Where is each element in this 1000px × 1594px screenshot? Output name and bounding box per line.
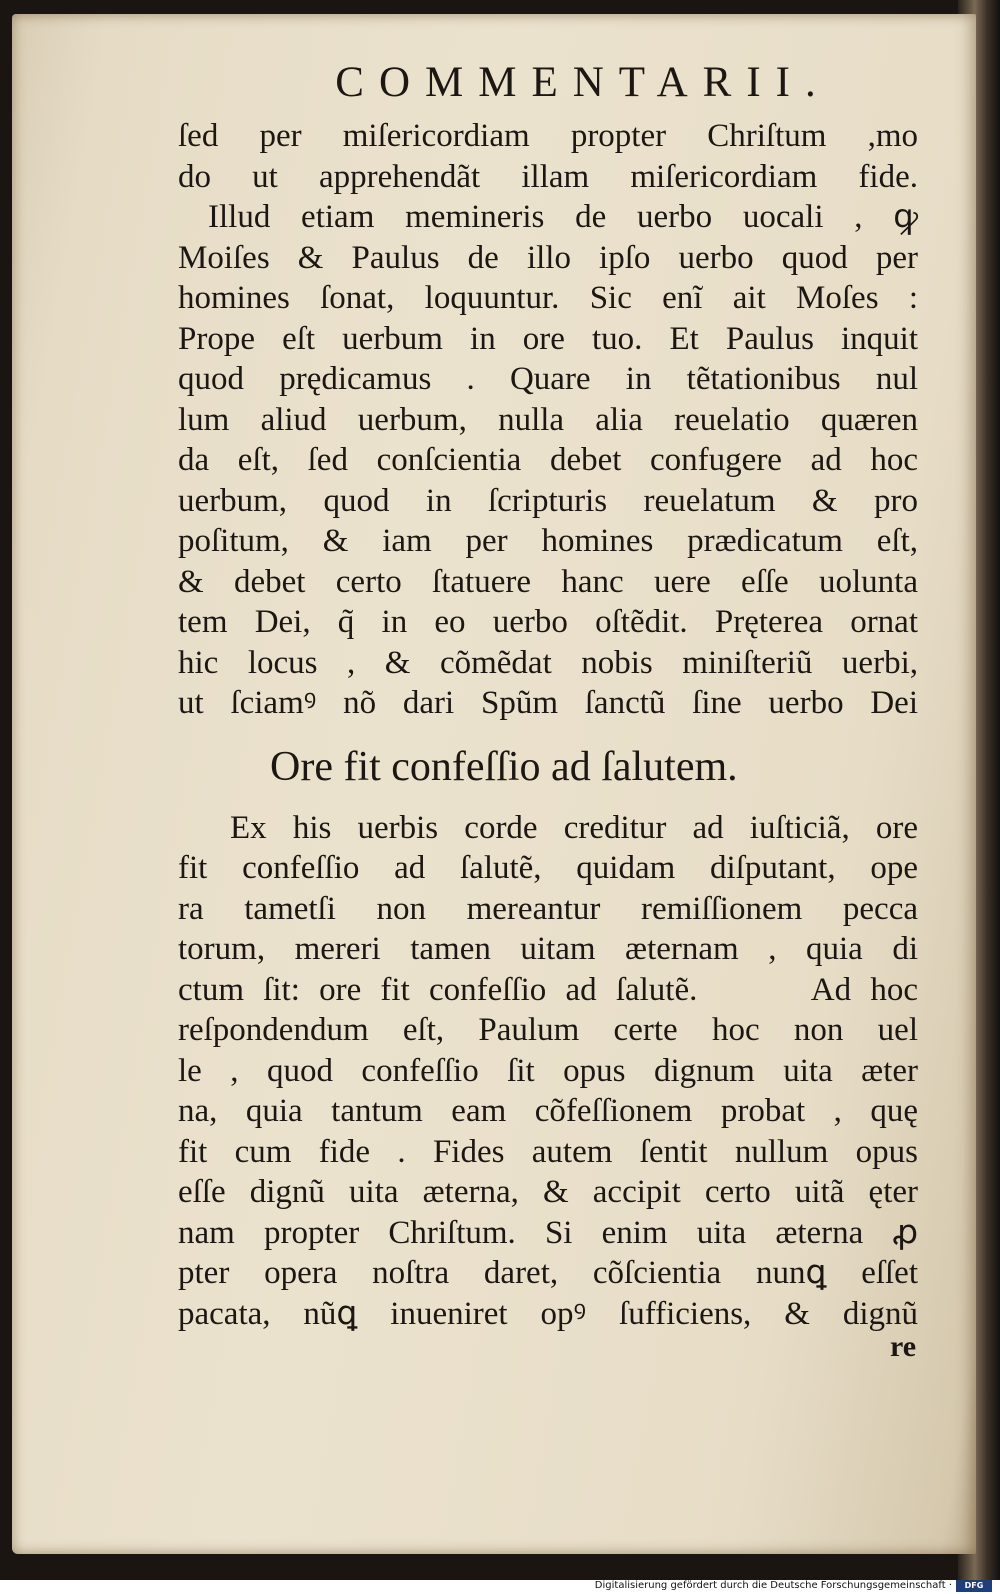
funding-credit: Digitalisierung gefördert durch die Deutsche Forschungsgemeinschaft · — [594, 1580, 952, 1591]
text-line: Prope eſt uerbum in ore tuo. Et Paulus inquit — [178, 320, 918, 357]
text-line: pacata, nũꝗ inueniret opꝰ ſufficiens, & dignũ — [178, 1295, 918, 1332]
text-line: nam propter Chriſtum. Si enim uita æterna ꝓ — [178, 1214, 918, 1251]
text-line: uerbum, quod in ſcripturis reuelatum & pro — [178, 482, 918, 519]
text-line: da eſt, ſed conſcientia debet confugere ad hoc — [178, 442, 918, 478]
text-line: ra tametſi non mereantur remiſſionem pecca — [178, 890, 918, 927]
catchword: re — [890, 1330, 917, 1363]
text-line: Illud etiam memineris de uerbo uocali , ꝙ — [208, 199, 918, 235]
text-line: fit confeſſio ad ſalutẽ, quidam diſputant, ope — [178, 850, 918, 886]
text-line: quod prędicamus . Quare in tẽtationibus nul — [178, 361, 918, 397]
text-line: eſſe dignũ uita æterna, & accipit certo uitã ęter — [178, 1174, 918, 1210]
text-line: Ex his uerbis corde creditur ad iuſticiã, ore — [230, 809, 918, 846]
text-line: pter opera noſtra daret, cõſcientia nunꝗ eſſet — [178, 1255, 918, 1291]
text-line: reſpondendum eſt, Paulum certe hoc non uel — [178, 1012, 918, 1048]
text-line: torum, mereri tamen uitam æternam , quia di — [178, 931, 918, 967]
section-heading: Ore fit confeſſio ad ſalutem. — [270, 743, 738, 790]
text-line: poſitum, & iam per homines prædicatum eſt, — [178, 523, 918, 559]
text-line: Moiſes & Paulus de illo ipſo uerbo quod per — [178, 239, 918, 276]
text-line: hic locus , & cõmẽdat nobis miniſteriũ uerbi, — [178, 644, 918, 681]
text-line: & debet certo ſtatuere hanc uere eſſe uolunta — [178, 563, 918, 600]
text-line: na, quia tantum eam cõfeſſionem probat , quę — [178, 1093, 918, 1129]
text-line: tem Dei, q̃ in eo uerbo oſtẽdit. Pręterea ornat — [178, 604, 918, 640]
dfg-logo: DFG — [956, 1580, 992, 1592]
running-head: COMMENTARII. — [335, 59, 831, 106]
text-line: ut ſciamꝰ nõ dari Spũm ſanctũ ſine uerbo Dei — [178, 685, 918, 721]
text-line: do ut apprehendãt illam miſericordiam fide. — [178, 158, 918, 195]
text-line: fit cum fide . Fides autem ſentit nullum opus — [178, 1133, 918, 1170]
text-line: ſed per miſericordiam propter Chriſtum ,mo — [178, 118, 918, 154]
text-line: ctum ſit: ore fit confeſſio ad ſalutẽ. Ad hoc — [178, 971, 918, 1008]
text-line: le , quod confeſſio ſit opus dignum uita æter — [178, 1052, 918, 1089]
page-text-block — [178, 56, 918, 1334]
text-line: lum aliud uerbum, nulla alia reuelatio quæren — [178, 401, 918, 438]
text-line: homines ſonat, loquuntur. Sic enĩ ait Moſes : — [178, 280, 918, 316]
